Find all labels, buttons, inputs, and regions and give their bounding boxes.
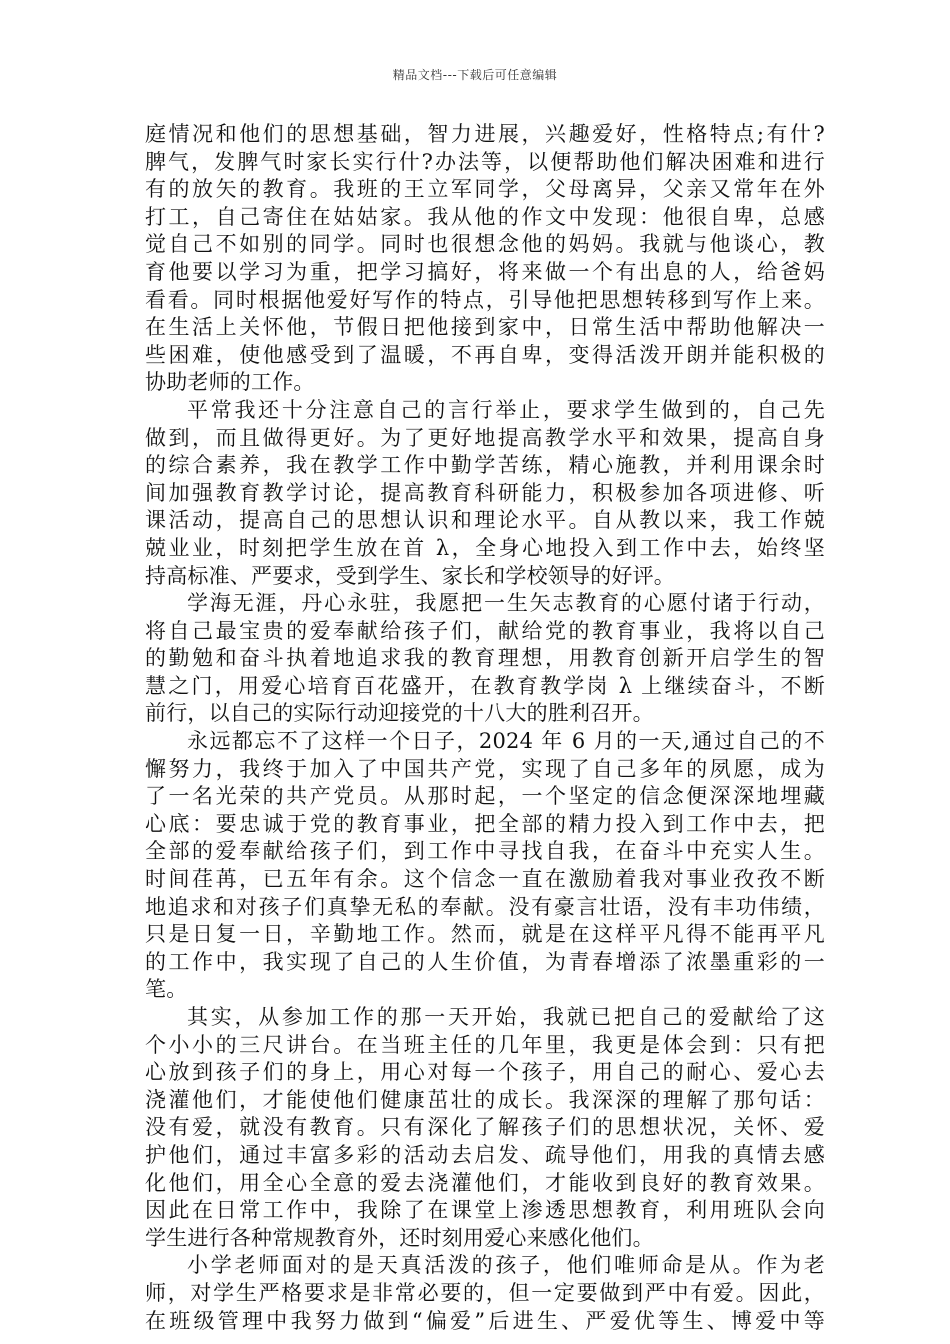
text-line: 觉自己不如别的同学。同时也很想念他的妈妈。我就与他谈心，教 [145,232,825,257]
text-line: 的综合素养，我在教学工作中勤学苦练，精心施教，并利用课余时 [145,453,825,478]
text-line: 间加强教育教学讨论，提高教育科研能力，积极参加各项进修、听 [145,480,825,505]
text-line: 小学老师面对的是天真活泼的孩子，他们唯师命是从。作为老 [187,1253,825,1278]
text-line: 平常我还十分注意自己的言行举止，要求学生做到的，自己先 [187,397,825,422]
text-line: 兢业业，时刻把学生放在首 λ，全身心地投入到工作中去，始终坚 [145,535,825,560]
text-line: 护他们，通过丰富多彩的活动去启发、疏导他们，用我的真情去感 [145,1142,825,1167]
text-line: 庭情况和他们的思想基础，智力进展，兴趣爱好，性格特点;有什? [145,122,825,146]
text-line: 育他要以学习为重，把学习搞好，将来做一个有出息的人，给爸妈 [145,259,825,284]
text-line: 脾气，发脾气时家长实行什?办法等，以便帮助他们解决困难和进行 [145,149,825,174]
text-line: 有的放矢的教育。我班的王立军同学，父母离异，父亲又常年在外 [145,177,825,202]
text-line: 慧之门，用爱心培育百花盛开，在教育教学岗 λ 上继续奋斗，不断 [145,673,825,698]
text-line: 的工作中，我实现了自己的人生价值，为青春增添了浓墨重彩的一 [145,949,825,974]
text-line: 笔。 [145,977,188,1002]
text-line: 其实，从参加工作的那一天开始，我就已把自己的爱献给了这 [187,1005,825,1029]
text-line: 个小小的三尺讲台。在当班主任的几年里，我更是体会到：只有把 [145,1032,825,1057]
text-line: 前行，以自己的实际行动迎接党的十八大的胜利召开。 [145,701,654,726]
page-header: 精品文档---下载后可任意编辑 [392,68,558,82]
document-body [145,121,825,1335]
text-line: 地追求和对孩子们真挚无私的奉献。没有豪言壮语，没有丰功伟绩， [145,894,825,919]
text-line: 看看。同时根据他爱好写作的特点，引导他把思想转移到写作上来。 [145,287,825,312]
text-line: 因此在日常工作中，我除了在课堂上渗透思想教育，利用班队会向 [145,1198,825,1223]
text-line: 持高标准、严要求，受到学生、家长和学校领导的好评。 [145,563,675,588]
text-line: 化他们，用全心全意的爱去浇灌他们，才能收到良好的教育效果。 [145,1170,825,1195]
text-line: 做到，而且做得更好。为了更好地提高教学水平和效果，提高自身 [145,425,825,450]
text-line: 懈努力，我终于加入了中国共产党，实现了自己多年的夙愿，成为 [145,756,825,781]
text-line: 学生进行各种常规教育外，还时刻用爱心来感化他们。 [145,1225,654,1250]
text-line: 只是日复一日，辛勤地工作。然而，就是在这样平凡得不能再平凡 [145,922,825,947]
text-line: 协助老师的工作。 [145,370,315,395]
text-line: 师，对学生严格要求是非常必要的，但一定要做到严中有爱。因此， [145,1280,825,1305]
text-line: 在生活上关怀他，节假日把他接到家中，日常生活中帮助他解决一 [145,315,825,340]
text-line: 课活动，提高自己的思想认识和理论水平。自从教以来，我工作兢 [145,508,825,533]
text-line: 打工，自己寄住在姑姑家。我从他的作文中发现：他很自卑，总感 [145,204,825,229]
text-line: 全部的爱奉献给孩子们，到工作中寻找自我，在奋斗中充实人生。 [145,839,825,864]
text-line: 将自己最宝贵的爱奉献给孩子们，献给党的教育事业，我将以自己 [145,618,825,643]
text-line: 没有爱，就没有教育。只有深化了解孩子们的思想状况，关怀、爱 [145,1115,825,1140]
text-line: 浇灌他们，才能使他们健康茁壮的成长。我深深的理解了那句话： [145,1087,825,1112]
text-line: 学海无涯，丹心永驻，我愿把一生矢志教育的心愿付诸于行动， [187,591,825,616]
text-line: 心放到孩子们的身上，用心对每一个孩子，用自己的耐心、爱心去 [145,1060,825,1085]
text-line: 些困难，使他感受到了温暖，不再自卑，变得活泼开朗并能积极的 [145,342,825,367]
text-line: 了一名光荣的共产党员。从那时起，一个坚定的信念便深深地埋藏 [145,784,825,809]
text-line: 的勤勉和奋斗执着地追求我的教育理想，用教育创新开启学生的智 [145,646,825,671]
text-line: 永远都忘不了这样一个日子，2024 年 6 月的一天,通过自己的不 [187,729,825,754]
text-line: 心底：要忠诚于党的教育事业，把全部的精力投入到工作中去，把 [145,811,825,836]
text-line: 在班级管理中我努力做到“偏爱”后进生、严爱优等生、博爱中等 [145,1308,825,1333]
text-line: 时间荏苒，已五年有余。这个信念一直在激励着我对事业孜孜不断 [145,867,825,892]
